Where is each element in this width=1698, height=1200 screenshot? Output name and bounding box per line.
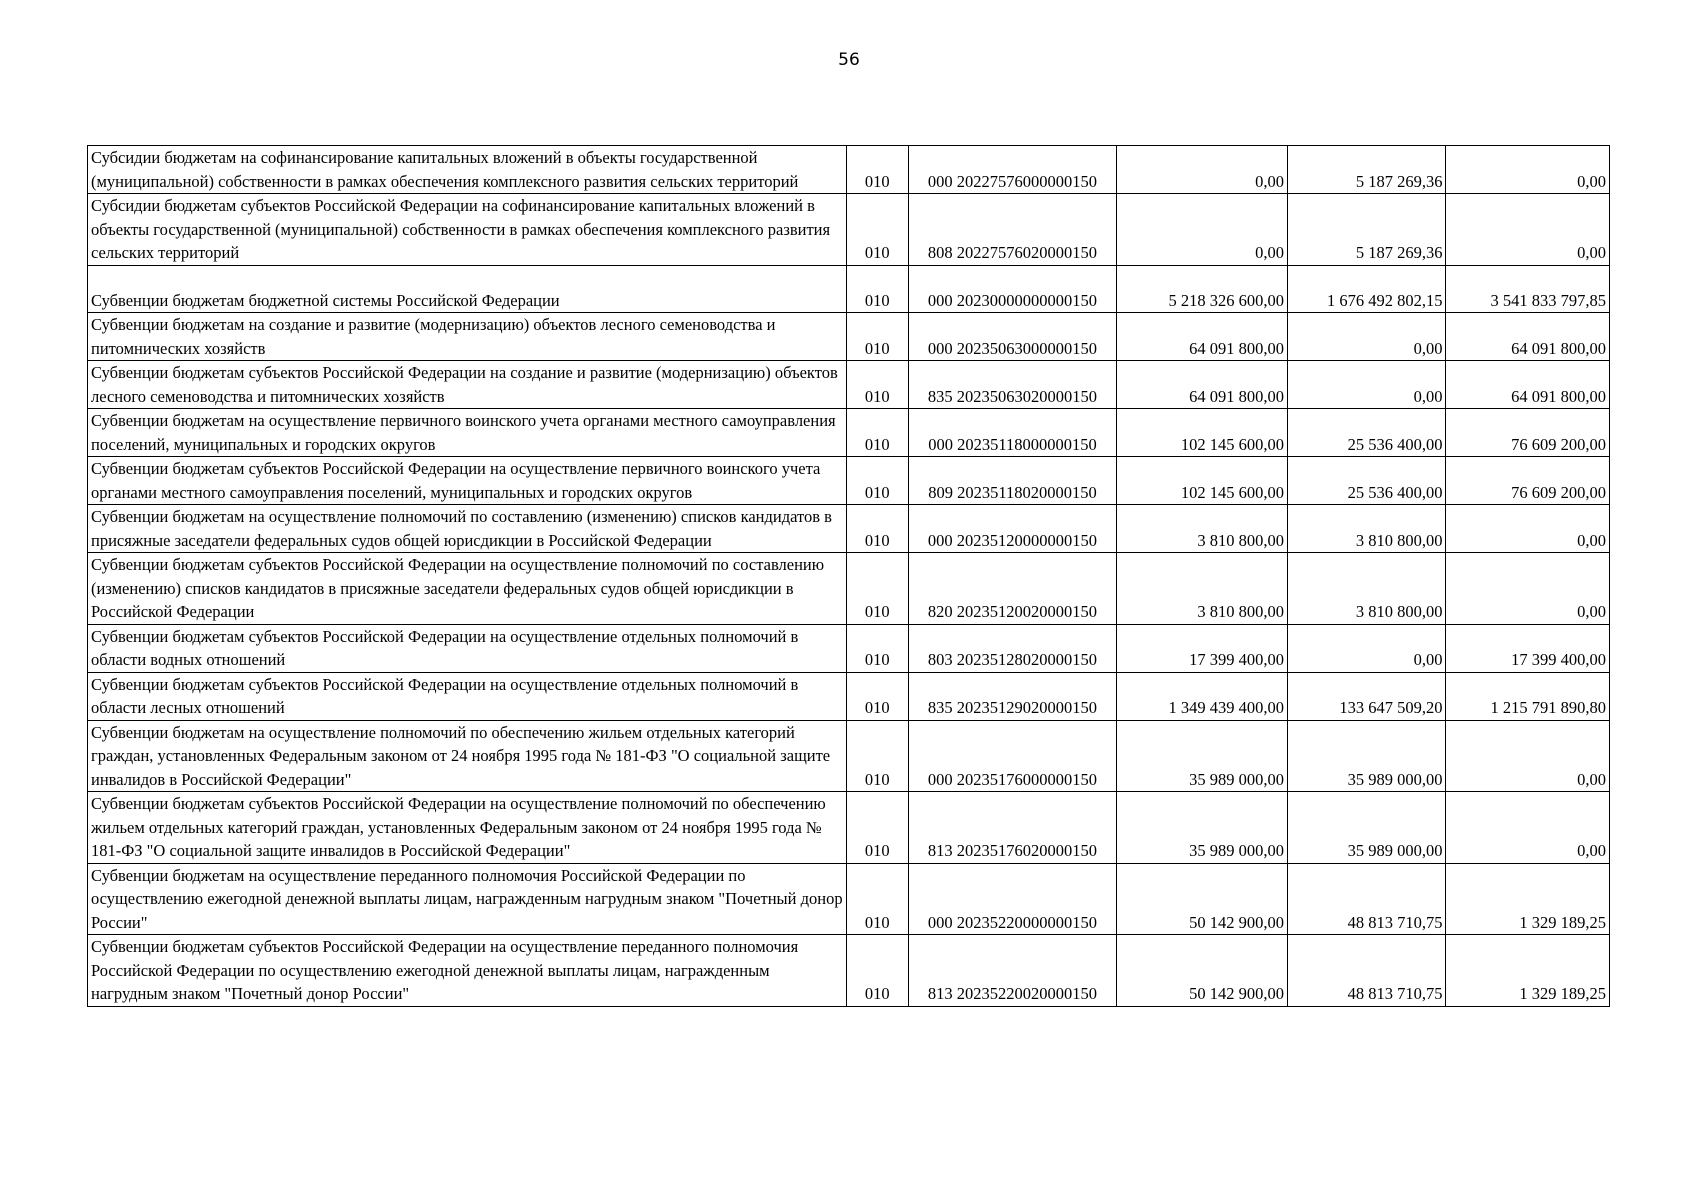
page-number: 56 [838,50,860,70]
row-kbk-code: 000 20235176000000150 [908,720,1117,792]
table-row [88,457,1610,505]
row-remainder-amount: 76 609 200,00 [1446,457,1610,505]
row-remainder-amount: 64 091 800,00 [1446,313,1610,361]
row-approved-amount: 17 399 400,00 [1117,624,1288,672]
row-remainder-amount: 1 215 791 890,80 [1446,672,1610,720]
row-description: Субвенции бюджетам субъектов Российской Федерации на осуществление первичного воинского учета органами местного самоуправления поселений, муниципальных и городских округов [88,457,847,505]
row-kbk-code: 820 20235120020000150 [908,553,1117,625]
row-remainder-amount: 0,00 [1446,505,1610,553]
row-kbk-code: 813 20235220020000150 [908,935,1117,1007]
row-remainder-amount: 0,00 [1446,146,1610,194]
row-executed-amount: 48 813 710,75 [1288,935,1446,1007]
row-executed-amount: 25 536 400,00 [1288,409,1446,457]
table-row [88,265,1610,313]
row-approved-amount: 64 091 800,00 [1117,361,1288,409]
row-remainder-amount: 76 609 200,00 [1446,409,1610,457]
row-executed-amount: 35 989 000,00 [1288,792,1446,864]
row-remainder-amount: 0,00 [1446,720,1610,792]
row-approved-amount: 3 810 800,00 [1117,553,1288,625]
row-executed-amount: 48 813 710,75 [1288,863,1446,935]
row-kbk-code: 813 20235176020000150 [908,792,1117,864]
table-row [88,935,1610,1007]
row-admin-code: 010 [846,624,908,672]
table-row [88,194,1610,266]
row-executed-amount: 5 187 269,36 [1288,194,1446,266]
row-description: Субвенции бюджетам субъектов Российской Федерации на осуществление переданного полномочия Российской Федерации по осуществлению ежегодной денежной выплаты лицам, награжденным нагрудным знаком "Почетный донор России" [88,935,847,1007]
row-approved-amount: 35 989 000,00 [1117,720,1288,792]
table-row [88,553,1610,625]
row-remainder-amount: 3 541 833 797,85 [1446,265,1610,313]
row-executed-amount: 0,00 [1288,624,1446,672]
row-remainder-amount: 1 329 189,25 [1446,935,1610,1007]
row-admin-code: 010 [846,409,908,457]
row-executed-amount: 1 676 492 802,15 [1288,265,1446,313]
row-admin-code: 010 [846,720,908,792]
row-remainder-amount: 0,00 [1446,553,1610,625]
row-approved-amount: 50 142 900,00 [1117,863,1288,935]
row-description: Субвенции бюджетам на осуществление полномочий по составлению (изменению) списков кандидатов в присяжные заседатели федеральных судов общей юрисдикции в Российской Федерации [88,505,847,553]
row-description: Субвенции бюджетам на осуществление полномочий по обеспечению жильем отдельных категорий граждан, установленных Федеральным законом от 24 ноября 1995 года № 181-ФЗ "О социальной защите инвалидов в Российской Федерации" [88,720,847,792]
row-kbk-code: 808 20227576020000150 [908,194,1117,266]
row-kbk-code: 835 20235129020000150 [908,672,1117,720]
row-executed-amount: 3 810 800,00 [1288,553,1446,625]
row-description: Субвенции бюджетам субъектов Российской Федерации на осуществление отдельных полномочий в области лесных отношений [88,672,847,720]
row-approved-amount: 102 145 600,00 [1117,457,1288,505]
row-description: Субвенции бюджетам бюджетной системы Российской Федерации [88,265,847,313]
row-description: Субсидии бюджетам на софинансирование капитальных вложений в объекты государственной (муниципальной) собственности в рамках обеспечения комплексного развития сельских территорий [88,146,847,194]
row-approved-amount: 1 349 439 400,00 [1117,672,1288,720]
row-admin-code: 010 [846,863,908,935]
row-description: Субвенции бюджетам на осуществление первичного воинского учета органами местного самоуправления поселений, муниципальных и городских округов [88,409,847,457]
table-row [88,863,1610,935]
row-admin-code: 010 [846,194,908,266]
row-kbk-code: 803 20235128020000150 [908,624,1117,672]
row-admin-code: 010 [846,792,908,864]
row-description: Субсидии бюджетам субъектов Российской Федерации на софинансирование капитальных вложений в объекты государственной (муниципальной) собственности в рамках обеспечения комплексного развития сельских территорий [88,194,847,266]
row-admin-code: 010 [846,146,908,194]
row-remainder-amount: 0,00 [1446,792,1610,864]
row-description: Субвенции бюджетам субъектов Российской Федерации на осуществление полномочий по обеспечению жильем отдельных категорий граждан, установленных Федеральным законом от 24 ноября 1995 года № 181-ФЗ "О социальной защите инвалидов в Российской Федерации" [88,792,847,864]
row-admin-code: 010 [846,361,908,409]
table-row [88,624,1610,672]
row-kbk-code: 835 20235063020000150 [908,361,1117,409]
row-approved-amount: 0,00 [1117,146,1288,194]
row-admin-code: 010 [846,553,908,625]
row-admin-code: 010 [846,457,908,505]
row-executed-amount: 0,00 [1288,361,1446,409]
row-description: Субвенции бюджетам субъектов Российской Федерации на осуществление полномочий по составлению (изменению) списков кандидатов в присяжные заседатели федеральных судов общей юрисдикции в Российской Федерации [88,553,847,625]
row-kbk-code: 809 20235118020000150 [908,457,1117,505]
row-approved-amount: 0,00 [1117,194,1288,266]
row-approved-amount: 5 218 326 600,00 [1117,265,1288,313]
row-executed-amount: 3 810 800,00 [1288,505,1446,553]
table-row [88,792,1610,864]
table-row [88,720,1610,792]
row-approved-amount: 50 142 900,00 [1117,935,1288,1007]
row-executed-amount: 35 989 000,00 [1288,720,1446,792]
table-row [88,672,1610,720]
row-admin-code: 010 [846,265,908,313]
row-description: Субвенции бюджетам на осуществление переданного полномочия Российской Федерации по осуществлению ежегодной денежной выплаты лицам, награжденным нагрудным знаком "Почетный донор России" [88,863,847,935]
row-remainder-amount: 0,00 [1446,194,1610,266]
row-remainder-amount: 1 329 189,25 [1446,863,1610,935]
row-approved-amount: 3 810 800,00 [1117,505,1288,553]
row-admin-code: 010 [846,313,908,361]
row-kbk-code: 000 20235120000000150 [908,505,1117,553]
row-executed-amount: 133 647 509,20 [1288,672,1446,720]
row-kbk-code: 000 20230000000000150 [908,265,1117,313]
row-approved-amount: 64 091 800,00 [1117,313,1288,361]
row-executed-amount: 25 536 400,00 [1288,457,1446,505]
row-executed-amount: 5 187 269,36 [1288,146,1446,194]
row-kbk-code: 000 20227576000000150 [908,146,1117,194]
row-kbk-code: 000 20235118000000150 [908,409,1117,457]
row-description: Субвенции бюджетам субъектов Российской Федерации на осуществление отдельных полномочий в области водных отношений [88,624,847,672]
row-approved-amount: 102 145 600,00 [1117,409,1288,457]
row-kbk-code: 000 20235063000000150 [908,313,1117,361]
table-row [88,313,1610,361]
table-row [88,505,1610,553]
row-kbk-code: 000 20235220000000150 [908,863,1117,935]
row-executed-amount: 0,00 [1288,313,1446,361]
budget-revenue-table [87,145,1610,1007]
table-body [88,146,1610,1007]
table-row [88,361,1610,409]
table-row [88,409,1610,457]
row-admin-code: 010 [846,935,908,1007]
row-remainder-amount: 17 399 400,00 [1446,624,1610,672]
row-description: Субвенции бюджетам субъектов Российской Федерации на создание и развитие (модернизацию) объектов лесного семеноводства и питомнических хозяйств [88,361,847,409]
row-description: Субвенции бюджетам на создание и развитие (модернизацию) объектов лесного семеноводства и питомнических хозяйств [88,313,847,361]
row-admin-code: 010 [846,672,908,720]
row-admin-code: 010 [846,505,908,553]
row-approved-amount: 35 989 000,00 [1117,792,1288,864]
table-row [88,146,1610,194]
row-remainder-amount: 64 091 800,00 [1446,361,1610,409]
